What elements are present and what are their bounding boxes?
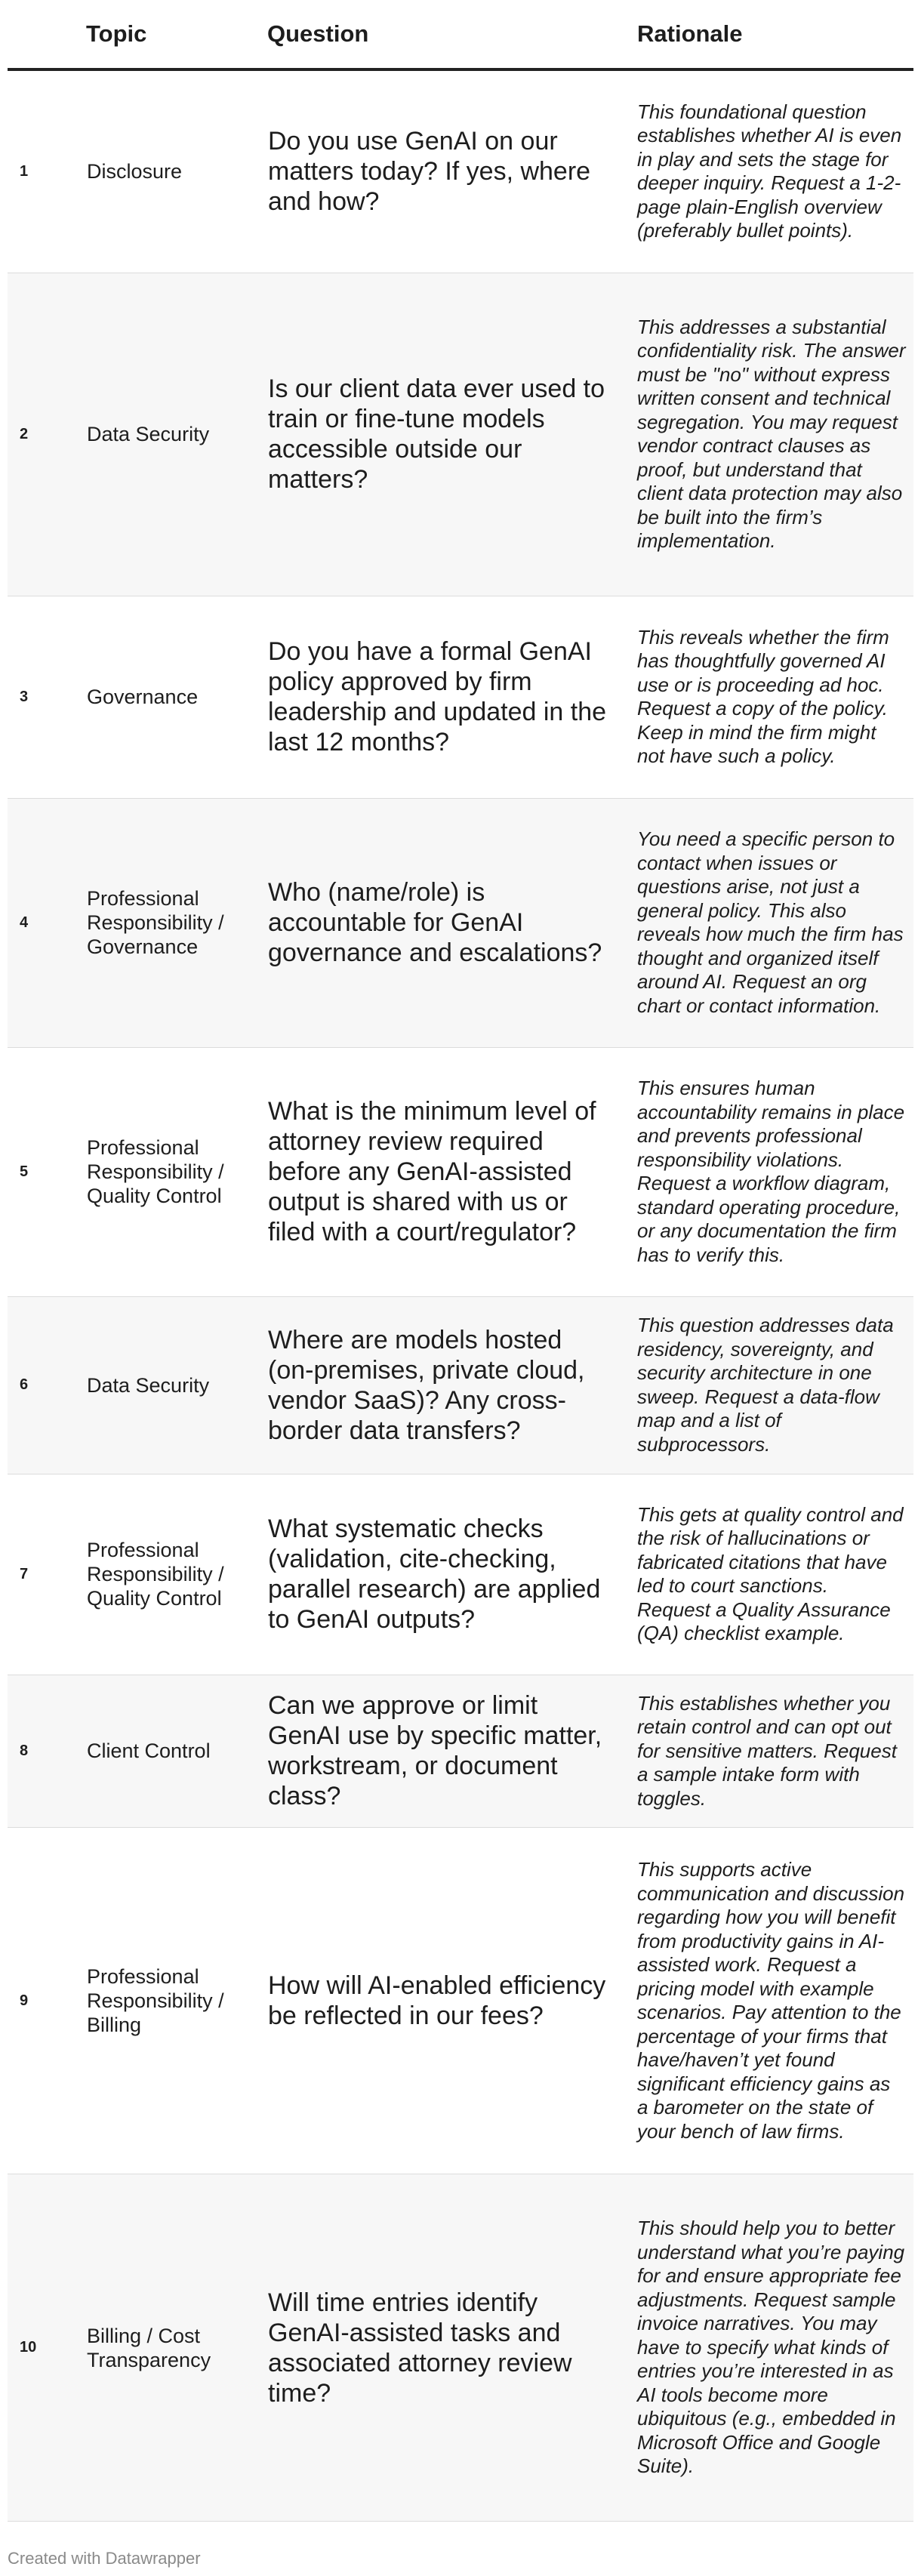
row-rationale: This establishes whether you retain control and can opt out for sensitive matters. Request a sample intake form with toggles. [637, 1675, 913, 1828]
row-number: 2 [8, 273, 86, 596]
row-number: 9 [8, 1828, 86, 2174]
row-topic: Professional Responsibility / Quality Control [86, 1047, 267, 1296]
row-number: 10 [8, 2174, 86, 2522]
row-topic: Professional Responsibility / Billing [86, 1828, 267, 2174]
row-rationale: This supports active communication and discussion regarding how you will benefit from productivity gains in AI-assisted work. Request a pricing model with example scenarios. Pay attention to the percentage of your firms that have/haven’t yet found significant efficiency gains as a barometer on the state of your bench of law firms. [637, 1828, 913, 2174]
table-row [8, 1675, 913, 1828]
row-question: Do you have a formal GenAI policy approved by firm leadership and updated in the last 12 months? [267, 596, 637, 798]
header-topic: Topic [86, 0, 267, 69]
row-question: Who (name/role) is accountable for GenAI governance and escalations? [267, 798, 637, 1047]
table-header [8, 0, 913, 69]
row-topic: Professional Responsibility / Quality Control [86, 1474, 267, 1675]
row-question: What is the minimum level of attorney review required before any GenAI-assisted output is shared with us or filed with a court/regulator? [267, 1047, 637, 1296]
datawrapper-credit: Created with Datawrapper [8, 2549, 201, 2568]
datawrapper-table-container [8, 0, 913, 2568]
questions-table [8, 0, 913, 2522]
header-rationale: Rationale [637, 0, 913, 69]
row-number: 8 [8, 1675, 86, 1828]
table-row [8, 798, 913, 1047]
header-number [8, 0, 86, 69]
table-row [8, 1474, 913, 1675]
table-row [8, 596, 913, 798]
row-rationale: This addresses a substantial confidentiality risk. The answer must be "no" without express written consent and technical segregation. You may request vendor contract clauses as proof, but understand that client data protection may also be built into the firm’s implementation. [637, 273, 913, 596]
row-number: 6 [8, 1296, 86, 1474]
row-question: Will time entries identify GenAI-assisted tasks and associated attorney review time? [267, 2174, 637, 2522]
row-rationale: This ensures human accountability remains in place and prevents professional responsibility violations. Request a workflow diagram, standard operating procedure, or any documentation the firm has to verify this. [637, 1047, 913, 1296]
row-rationale: This question addresses data residency, sovereignty, and security architecture in one sweep. Request a data-flow map and a list of subprocessors. [637, 1296, 913, 1474]
row-topic: Governance [86, 596, 267, 798]
row-topic: Data Security [86, 273, 267, 596]
row-question: How will AI-enabled efficiency be reflected in our fees? [267, 1828, 637, 2174]
row-rationale: This should help you to better understand what you’re paying for and ensure appropriate fee adjustments. Request sample invoice narratives. You may have to specify what kinds of entries you’re interested in as AI tools become more ubiquitous (e.g., embedded in Microsoft Office and Google Suite). [637, 2174, 913, 2522]
header-question: Question [267, 0, 637, 69]
header-row [8, 0, 913, 69]
row-question: Can we approve or limit GenAI use by specific matter, workstream, or document class? [267, 1675, 637, 1828]
row-rationale: You need a specific person to contact when issues or questions arise, not just a general policy. This also reveals how much the firm has thought and organized itself around AI. Request an org chart or contact information. [637, 798, 913, 1047]
table-row [8, 2174, 913, 2522]
row-question: Where are models hosted (on-premises, private cloud, vendor SaaS)? Any cross-border data transfers? [267, 1296, 637, 1474]
row-topic: Data Security [86, 1296, 267, 1474]
table-body [8, 69, 913, 2522]
table-row [8, 1047, 913, 1296]
table-row [8, 69, 913, 273]
row-question: Is our client data ever used to train or fine-tune models accessible outside our matters? [267, 273, 637, 596]
row-number: 7 [8, 1474, 86, 1675]
row-topic: Professional Responsibility / Governance [86, 798, 267, 1047]
table-row [8, 273, 913, 596]
row-number: 4 [8, 798, 86, 1047]
table-row [8, 1296, 913, 1474]
row-topic: Client Control [86, 1675, 267, 1828]
row-question: Do you use GenAI on our matters today? If yes, where and how? [267, 69, 637, 273]
row-number: 3 [8, 596, 86, 798]
row-rationale: This foundational question establishes whether AI is even in play and sets the stage for deeper inquiry. Request a 1-2-page plain-English overview (preferably bullet points). [637, 69, 913, 273]
row-topic: Disclosure [86, 69, 267, 273]
row-topic: Billing / Cost Transparency [86, 2174, 267, 2522]
row-rationale: This reveals whether the firm has thoughtfully governed AI use or is proceeding ad hoc. Request a copy of the policy. Keep in mind the firm might not have such a policy. [637, 596, 913, 798]
row-question: What systematic checks (validation, cite-checking, parallel research) are applied to GenAI outputs? [267, 1474, 637, 1675]
row-number: 1 [8, 69, 86, 273]
table-row [8, 1828, 913, 2174]
row-rationale: This gets at quality control and the risk of hallucinations or fabricated citations that have led to court sanctions. Request a Quality Assurance (QA) checklist example. [637, 1474, 913, 1675]
row-number: 5 [8, 1047, 86, 1296]
